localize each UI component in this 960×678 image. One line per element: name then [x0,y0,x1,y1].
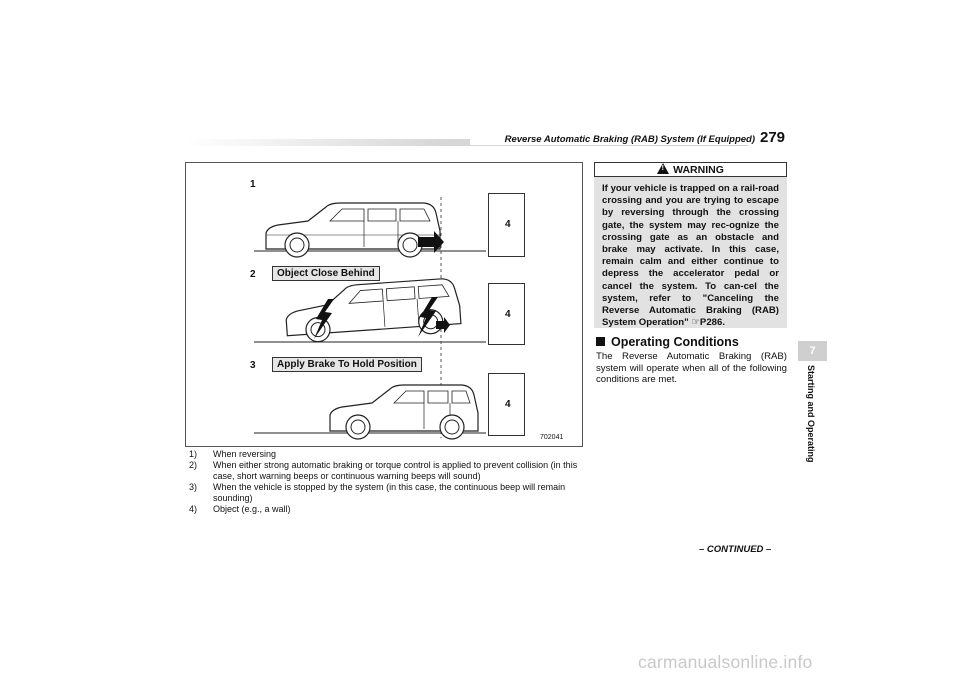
rab-illustration [185,162,583,447]
warning-header [594,162,787,177]
watermark: carmanualsonline.info [638,652,813,672]
caption-item: 1) When reversing [189,449,277,459]
scene-number-1: 1 [250,179,256,190]
continued-marker: – CONTINUED – [699,544,772,555]
square-bullet-icon [596,337,605,346]
wall-number-2: 4 [505,309,511,320]
section-heading [596,335,739,349]
section-body: The Reverse Automatic Braking (RAB) system will operate when all of the following conditions are met. [596,351,787,385]
wall-number-3: 4 [505,399,511,410]
wall-object-2 [488,283,525,345]
page-number: 279 [760,129,786,146]
wall-object-3 [488,373,525,436]
warning-box [594,162,787,328]
label-object-close-behind: Object Close Behind [272,266,380,281]
figure-captions [189,449,579,515]
caption-item: 4) Object (e.g., a wall) [189,504,291,514]
warning-title: WARNING [673,164,724,176]
car-scene-1 [266,203,440,257]
car-scene-2 [284,278,461,344]
wall-object-1 [488,193,525,257]
header-title: Reverse Automatic Braking (RAB) System (If Equipped) [470,134,759,145]
caption-item: 3) When the vehicle is stopped by the system (in this case, the continuous beep will remain sounding) [189,482,566,503]
chapter-tab-number: 7 [798,341,827,361]
car-scene-3 [330,385,478,439]
warning-triangle-icon: ! [657,163,669,174]
warning-text: If your vehicle is trapped on a rail-road crossing and you are trying to escape by reversing through the crossing gate, the system may rec-ognize the crossing gate as an obstacle and brake may activate. In this case, remain calm and either continue to depress the accelerator pedal or cancel the system. To can-cel the system, refer to "Canceling the Reverse Automatic Braking (RAB) System Operation" ☞P286. [602,183,779,329]
wall-number-1: 4 [505,219,511,230]
chapter-tab-label: Starting and Operating [806,365,816,463]
section-title: Operating Conditions [611,335,739,349]
scene-number-2: 2 [250,269,256,280]
label-apply-brake: Apply Brake To Hold Position [272,357,422,372]
scene-number-3: 3 [250,360,256,371]
caption-item: 2) When either strong automatic braking or torque control is applied to prevent collision (in this case, short warning beeps or continuous warning beeps will sound) [189,460,578,481]
figure-id: 702041 [540,434,564,441]
